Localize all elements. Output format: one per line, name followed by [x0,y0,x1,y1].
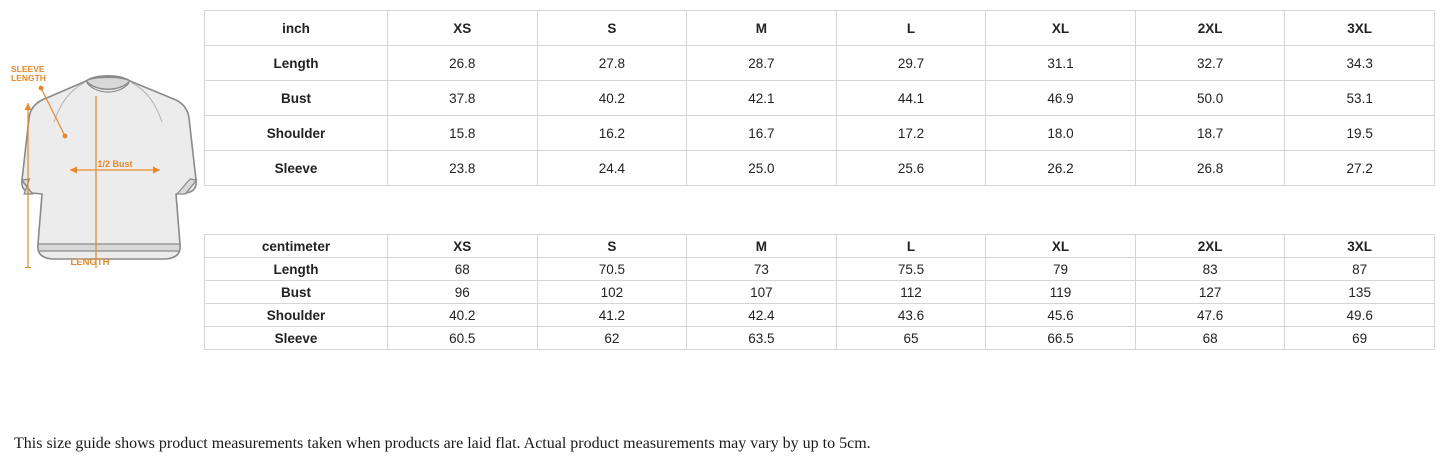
measurement-value-cell: 27.8 [537,46,687,81]
measurement-value-cell: 40.2 [388,304,538,327]
unit-label-cell: centimeter [205,235,388,258]
measurement-value-cell: 87 [1285,258,1435,281]
measurement-value-cell: 112 [836,281,986,304]
measurement-value-cell: 53.1 [1285,81,1435,116]
measurement-value-cell: 83 [1135,258,1285,281]
table-row [205,81,1435,116]
measurement-value-cell: 102 [537,281,687,304]
table-row [205,46,1435,81]
measurement-value-cell: 19.5 [1285,116,1435,151]
measurement-value-cell: 63.5 [687,327,837,350]
measurement-value-cell: 135 [1285,281,1435,304]
table-row [205,281,1435,304]
measurement-label-cell: Length [205,46,388,81]
measurement-value-cell: 79 [986,258,1136,281]
size-header-cell: XL [986,235,1136,258]
inch-table-body [205,11,1435,186]
measurement-value-cell: 75.5 [836,258,986,281]
size-header-cell: M [687,235,837,258]
measurement-label-cell: Sleeve [205,151,388,186]
table-row [205,258,1435,281]
measurement-value-cell: 45.6 [986,304,1136,327]
measurement-value-cell: 29.7 [836,46,986,81]
size-header-cell: 3XL [1285,235,1435,258]
measurement-value-cell: 66.5 [986,327,1136,350]
measurement-value-cell: 60.5 [388,327,538,350]
measurement-value-cell: 31.1 [986,46,1136,81]
measurement-value-cell: 17.2 [836,116,986,151]
size-header-cell: S [537,235,687,258]
measurement-value-cell: 25.0 [687,151,837,186]
size-header-cell: 2XL [1135,11,1285,46]
measurement-value-cell: 25.6 [836,151,986,186]
size-header-cell: L [836,235,986,258]
measurement-value-cell: 68 [388,258,538,281]
measurement-value-cell: 70.5 [537,258,687,281]
size-guide-note: This size guide shows product measurements taken when products are laid flat. Actual product measurements may vary by up to 5cm. [14,435,871,452]
measurement-value-cell: 26.8 [1135,151,1285,186]
measurement-value-cell: 34.3 [1285,46,1435,81]
measurement-value-cell: 68 [1135,327,1285,350]
measurement-value-cell: 44.1 [836,81,986,116]
measurement-value-cell: 37.8 [388,81,538,116]
inch-size-table [204,10,1435,186]
measurement-value-cell: 28.7 [687,46,837,81]
measurement-value-cell: 119 [986,281,1136,304]
measurement-value-cell: 47.6 [1135,304,1285,327]
table-row [205,327,1435,350]
cm-size-table-container [204,234,1435,350]
table-row [205,151,1435,186]
measurement-value-cell: 40.2 [537,81,687,116]
measurement-value-cell: 18.7 [1135,116,1285,151]
size-header-cell: L [836,11,986,46]
measurement-value-cell: 16.2 [537,116,687,151]
measurement-label-cell: Length [205,258,388,281]
table-row [205,116,1435,151]
measurement-value-cell: 26.8 [388,46,538,81]
measurement-value-cell: 96 [388,281,538,304]
measurement-value-cell: 32.7 [1135,46,1285,81]
label-length: LENGTH [70,257,110,268]
measurement-value-cell: 65 [836,327,986,350]
label-sleeve-length-line2: LENGTH [11,73,46,83]
cm-size-table [204,234,1435,350]
label-sleeve-length-line1: SLEEVE [11,64,45,74]
label-half-bust: 1/2 Bust [97,159,133,169]
measurement-value-cell: 107 [687,281,837,304]
table-header-row [205,235,1435,258]
measurement-label-cell: Shoulder [205,116,388,151]
measurement-value-cell: 50.0 [1135,81,1285,116]
measurement-value-cell: 42.4 [687,304,837,327]
measurement-label-cell: Bust [205,281,388,304]
measurement-label-cell: Shoulder [205,304,388,327]
measurement-value-cell: 46.9 [986,81,1136,116]
size-header-cell: XS [388,235,538,258]
size-header-cell: XL [986,11,1136,46]
measurement-value-cell: 41.2 [537,304,687,327]
measurement-value-cell: 127 [1135,281,1285,304]
unit-label-cell: inch [205,11,388,46]
size-header-cell: M [687,11,837,46]
measurement-value-cell: 27.2 [1285,151,1435,186]
measurement-value-cell: 15.8 [388,116,538,151]
measurement-value-cell: 23.8 [388,151,538,186]
measurement-value-cell: 49.6 [1285,304,1435,327]
cm-table-body [205,235,1435,350]
size-header-cell: 2XL [1135,235,1285,258]
table-header-row [205,11,1435,46]
measurement-value-cell: 24.4 [537,151,687,186]
measurement-label-cell: Bust [205,81,388,116]
measurement-value-cell: 69 [1285,327,1435,350]
measurement-value-cell: 26.2 [986,151,1136,186]
table-row [205,304,1435,327]
measurement-value-cell: 73 [687,258,837,281]
size-header-cell: 3XL [1285,11,1435,46]
measurement-value-cell: 16.7 [687,116,837,151]
size-header-cell: S [537,11,687,46]
measurement-label-cell: Sleeve [205,327,388,350]
size-header-cell: XS [388,11,538,46]
inch-size-table-container [204,10,1435,186]
measurement-value-cell: 18.0 [986,116,1136,151]
measurement-value-cell: 62 [537,327,687,350]
measurement-value-cell: 42.1 [687,81,837,116]
measurement-value-cell: 43.6 [836,304,986,327]
garment-diagram [8,48,204,268]
